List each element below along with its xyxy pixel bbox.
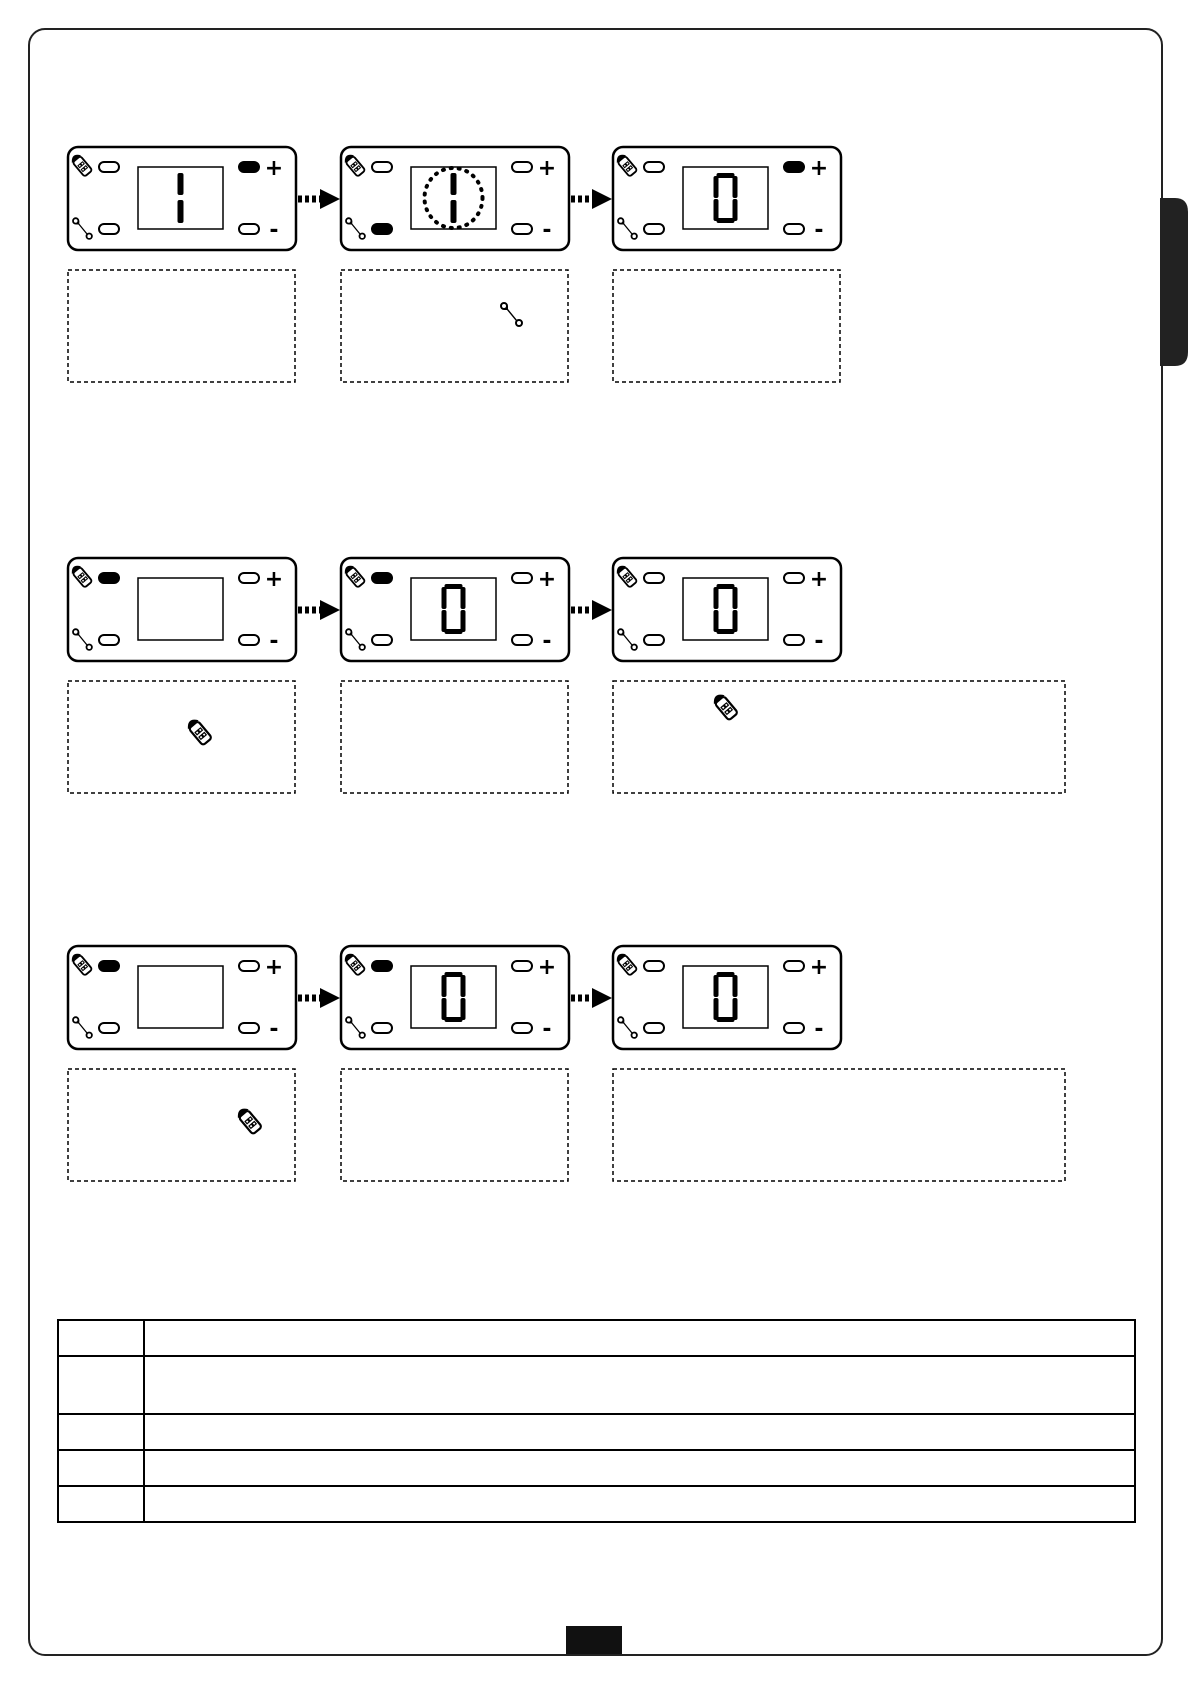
procedure-diagram bbox=[68, 147, 1065, 1181]
control-panel bbox=[68, 946, 296, 1049]
led-minus bbox=[512, 1023, 532, 1033]
table-row bbox=[58, 1450, 1135, 1486]
led-plus bbox=[239, 961, 259, 971]
page-border bbox=[29, 29, 1162, 1655]
led-plus bbox=[784, 961, 804, 971]
control-panel bbox=[341, 147, 569, 250]
led-plus bbox=[512, 573, 532, 583]
step-note-box bbox=[68, 681, 295, 793]
control-panel bbox=[68, 558, 296, 661]
step-note-box bbox=[613, 1069, 1065, 1181]
control-panel bbox=[613, 946, 841, 1049]
led-wrench bbox=[644, 224, 664, 234]
led-minus bbox=[239, 635, 259, 645]
section-tab bbox=[1160, 198, 1188, 366]
control-panel bbox=[613, 558, 841, 661]
led-wrench bbox=[99, 224, 119, 234]
step-arrow bbox=[571, 988, 612, 1008]
led-remote bbox=[372, 162, 392, 172]
remote-icon bbox=[185, 716, 213, 746]
minus-symbol: - bbox=[542, 629, 552, 654]
minus-symbol: - bbox=[814, 218, 824, 243]
remote-icon bbox=[711, 691, 739, 721]
led-wrench bbox=[372, 1023, 392, 1033]
led-plus bbox=[784, 573, 804, 583]
control-panel bbox=[341, 946, 569, 1049]
wrench-icon bbox=[501, 303, 522, 326]
step-arrow bbox=[298, 189, 340, 209]
step-note-box bbox=[68, 1069, 295, 1181]
led-minus bbox=[512, 635, 532, 645]
step-arrow bbox=[298, 600, 340, 620]
step-note-box bbox=[341, 1069, 568, 1181]
led-remote bbox=[644, 573, 664, 583]
plus-symbol: + bbox=[537, 955, 557, 980]
led-plus bbox=[239, 573, 259, 583]
step-note-box bbox=[68, 270, 295, 382]
led-plus bbox=[784, 162, 804, 172]
minus-symbol: - bbox=[542, 1017, 552, 1042]
led-plus bbox=[239, 162, 259, 172]
minus-symbol: - bbox=[814, 629, 824, 654]
led-wrench bbox=[372, 635, 392, 645]
led-minus bbox=[784, 635, 804, 645]
led-minus bbox=[512, 224, 532, 234]
led-minus bbox=[784, 224, 804, 234]
table-row bbox=[58, 1320, 1135, 1356]
led-wrench bbox=[99, 635, 119, 645]
minus-symbol: - bbox=[269, 629, 279, 654]
step-note-box bbox=[341, 681, 568, 793]
plus-symbol: + bbox=[537, 156, 557, 181]
minus-symbol: - bbox=[269, 218, 279, 243]
page-number-block bbox=[566, 1626, 622, 1654]
plus-symbol: + bbox=[264, 156, 284, 181]
led-plus bbox=[512, 162, 532, 172]
step-arrow bbox=[571, 189, 612, 209]
step-note-box bbox=[613, 270, 840, 382]
minus-symbol: - bbox=[814, 1017, 824, 1042]
remote-icon bbox=[235, 1105, 263, 1135]
led-remote bbox=[99, 162, 119, 172]
step-note-box bbox=[341, 270, 568, 382]
lcd-display bbox=[138, 966, 223, 1028]
control-panel bbox=[68, 147, 296, 250]
table-row bbox=[58, 1486, 1135, 1522]
plus-symbol: + bbox=[537, 567, 557, 592]
led-minus bbox=[239, 224, 259, 234]
led-remote bbox=[99, 573, 119, 583]
led-wrench bbox=[644, 635, 664, 645]
led-remote bbox=[644, 162, 664, 172]
led-wrench bbox=[372, 224, 392, 234]
minus-symbol: - bbox=[269, 1017, 279, 1042]
led-remote bbox=[644, 961, 664, 971]
led-remote bbox=[372, 961, 392, 971]
lcd-display bbox=[138, 578, 223, 640]
step-arrow bbox=[298, 988, 340, 1008]
step-note-box bbox=[613, 681, 1065, 793]
led-minus bbox=[784, 1023, 804, 1033]
led-minus bbox=[239, 1023, 259, 1033]
led-wrench bbox=[99, 1023, 119, 1033]
led-remote bbox=[372, 573, 392, 583]
plus-symbol: + bbox=[264, 955, 284, 980]
control-panel bbox=[341, 558, 569, 661]
led-wrench bbox=[644, 1023, 664, 1033]
table-row bbox=[58, 1356, 1135, 1414]
plus-symbol: + bbox=[809, 567, 829, 592]
plus-symbol: + bbox=[264, 567, 284, 592]
led-remote bbox=[99, 961, 119, 971]
settings-table bbox=[58, 1320, 1135, 1522]
plus-symbol: + bbox=[809, 156, 829, 181]
control-panel bbox=[613, 147, 841, 250]
step-arrow bbox=[571, 600, 612, 620]
minus-symbol: - bbox=[542, 218, 552, 243]
led-plus bbox=[512, 961, 532, 971]
table-row bbox=[58, 1414, 1135, 1450]
plus-symbol: + bbox=[809, 955, 829, 980]
